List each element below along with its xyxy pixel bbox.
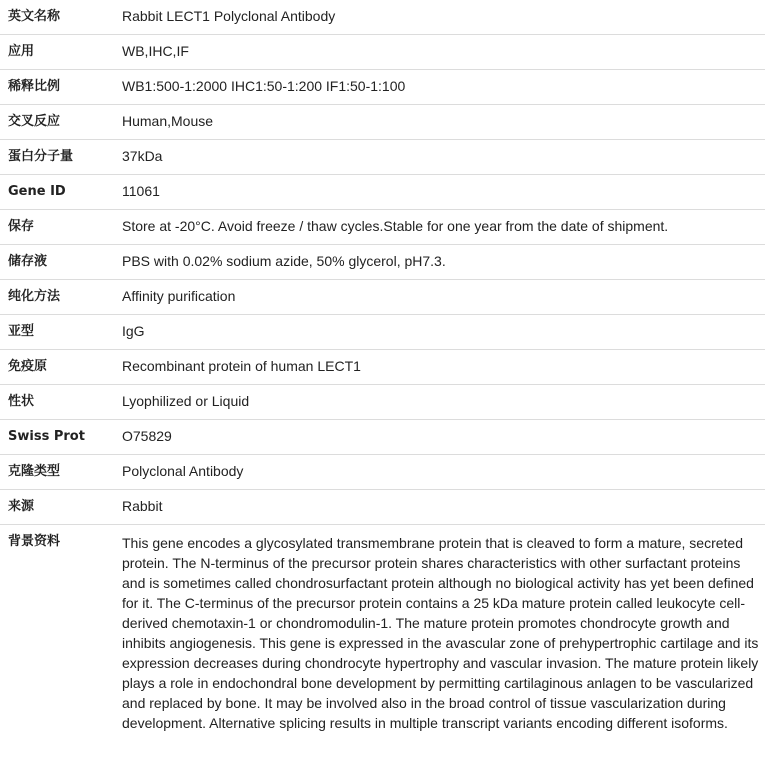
spec-row-storage-buffer bbox=[0, 245, 765, 280]
spec-label: 克隆类型 bbox=[0, 455, 114, 490]
spec-row-immunogen bbox=[0, 350, 765, 385]
spec-value: WB1:500-1:2000 IHC1:50-1:200 IF1:50-1:100 bbox=[114, 70, 765, 105]
spec-value: Rabbit bbox=[114, 490, 765, 525]
spec-value-background: This gene encodes a glycosylated transmembrane protein that is cleaved to form a mature, secreted protein. The N-terminus of the precursor protein shares characteristics with other surfactant proteins and is sometimes called chondrosurfactant protein although no biological activity has yet been defined for it. The C-terminus of the precursor protein contains a 25 kDa mature protein called leukocyte cell-derived chemotaxin-1 or chondromodulin-1. The mature protein promotes chondrocyte growth and inhibits angiogenesis. This gene is expressed in the avascular zone of prehypertrophic cartilage and its expression decreases during chondrocyte hypertrophy and vascular invasion. The mature protein likely plays a role in endochondral bone development by permitting cartilaginous anlagen to be vascularized and replaced by bone. It may be involved also in the broad control of tissue vascularization during development. Alternative splicing results in multiple transcript variants encoding different isoforms. bbox=[122, 535, 759, 731]
spec-value: Rabbit LECT1 Polyclonal Antibody bbox=[114, 0, 765, 35]
spec-row-application bbox=[0, 35, 765, 70]
spec-row-cross-reactivity bbox=[0, 105, 765, 140]
spec-row-swiss-prot bbox=[0, 420, 765, 455]
spec-label: Swiss Prot bbox=[0, 420, 114, 455]
spec-label: 蛋白分子量 bbox=[0, 140, 114, 175]
spec-label: 来源 bbox=[0, 490, 114, 525]
spec-row-english-name bbox=[0, 0, 765, 35]
spec-label: 稀释比例 bbox=[0, 70, 114, 105]
spec-value: Polyclonal Antibody bbox=[114, 455, 765, 490]
spec-value: 11061 bbox=[114, 175, 765, 210]
spec-value: Human,Mouse bbox=[114, 105, 765, 140]
spec-label: 应用 bbox=[0, 35, 114, 70]
spec-value: Store at -20°C. Avoid freeze / thaw cycles.Stable for one year from the date of shipment. bbox=[114, 210, 765, 245]
spec-row-molecular-weight bbox=[0, 140, 765, 175]
spec-label: 交叉反应 bbox=[0, 105, 114, 140]
spec-row-clonality bbox=[0, 455, 765, 490]
spec-value: PBS with 0.02% sodium azide, 50% glycerol, pH7.3. bbox=[114, 245, 765, 280]
spec-label: 亚型 bbox=[0, 315, 114, 350]
spec-value: Lyophilized or Liquid bbox=[114, 385, 765, 420]
spec-row-host bbox=[0, 490, 765, 525]
spec-label: 纯化方法 bbox=[0, 280, 114, 315]
spec-label: 英文名称 bbox=[0, 0, 114, 35]
spec-label: 背景资料 bbox=[8, 534, 61, 549]
spec-label: Gene ID bbox=[0, 175, 114, 210]
spec-value: WB,IHC,IF bbox=[114, 35, 765, 70]
spec-label: 保存 bbox=[0, 210, 114, 245]
spec-value: Recombinant protein of human LECT1 bbox=[114, 350, 765, 385]
spec-label: 储存液 bbox=[0, 245, 114, 280]
spec-value: 37kDa bbox=[114, 140, 765, 175]
spec-row-form bbox=[0, 385, 765, 420]
spec-label: 性状 bbox=[0, 385, 114, 420]
spec-row-background bbox=[0, 525, 765, 736]
spec-row-dilution bbox=[0, 70, 765, 105]
spec-value: O75829 bbox=[114, 420, 765, 455]
spec-value: IgG bbox=[114, 315, 765, 350]
spec-row-gene-id bbox=[0, 175, 765, 210]
spec-row-storage bbox=[0, 210, 765, 245]
spec-row-purification bbox=[0, 280, 765, 315]
spec-label: 免疫原 bbox=[0, 350, 114, 385]
spec-value: Affinity purification bbox=[114, 280, 765, 315]
spec-row-isotype bbox=[0, 315, 765, 350]
